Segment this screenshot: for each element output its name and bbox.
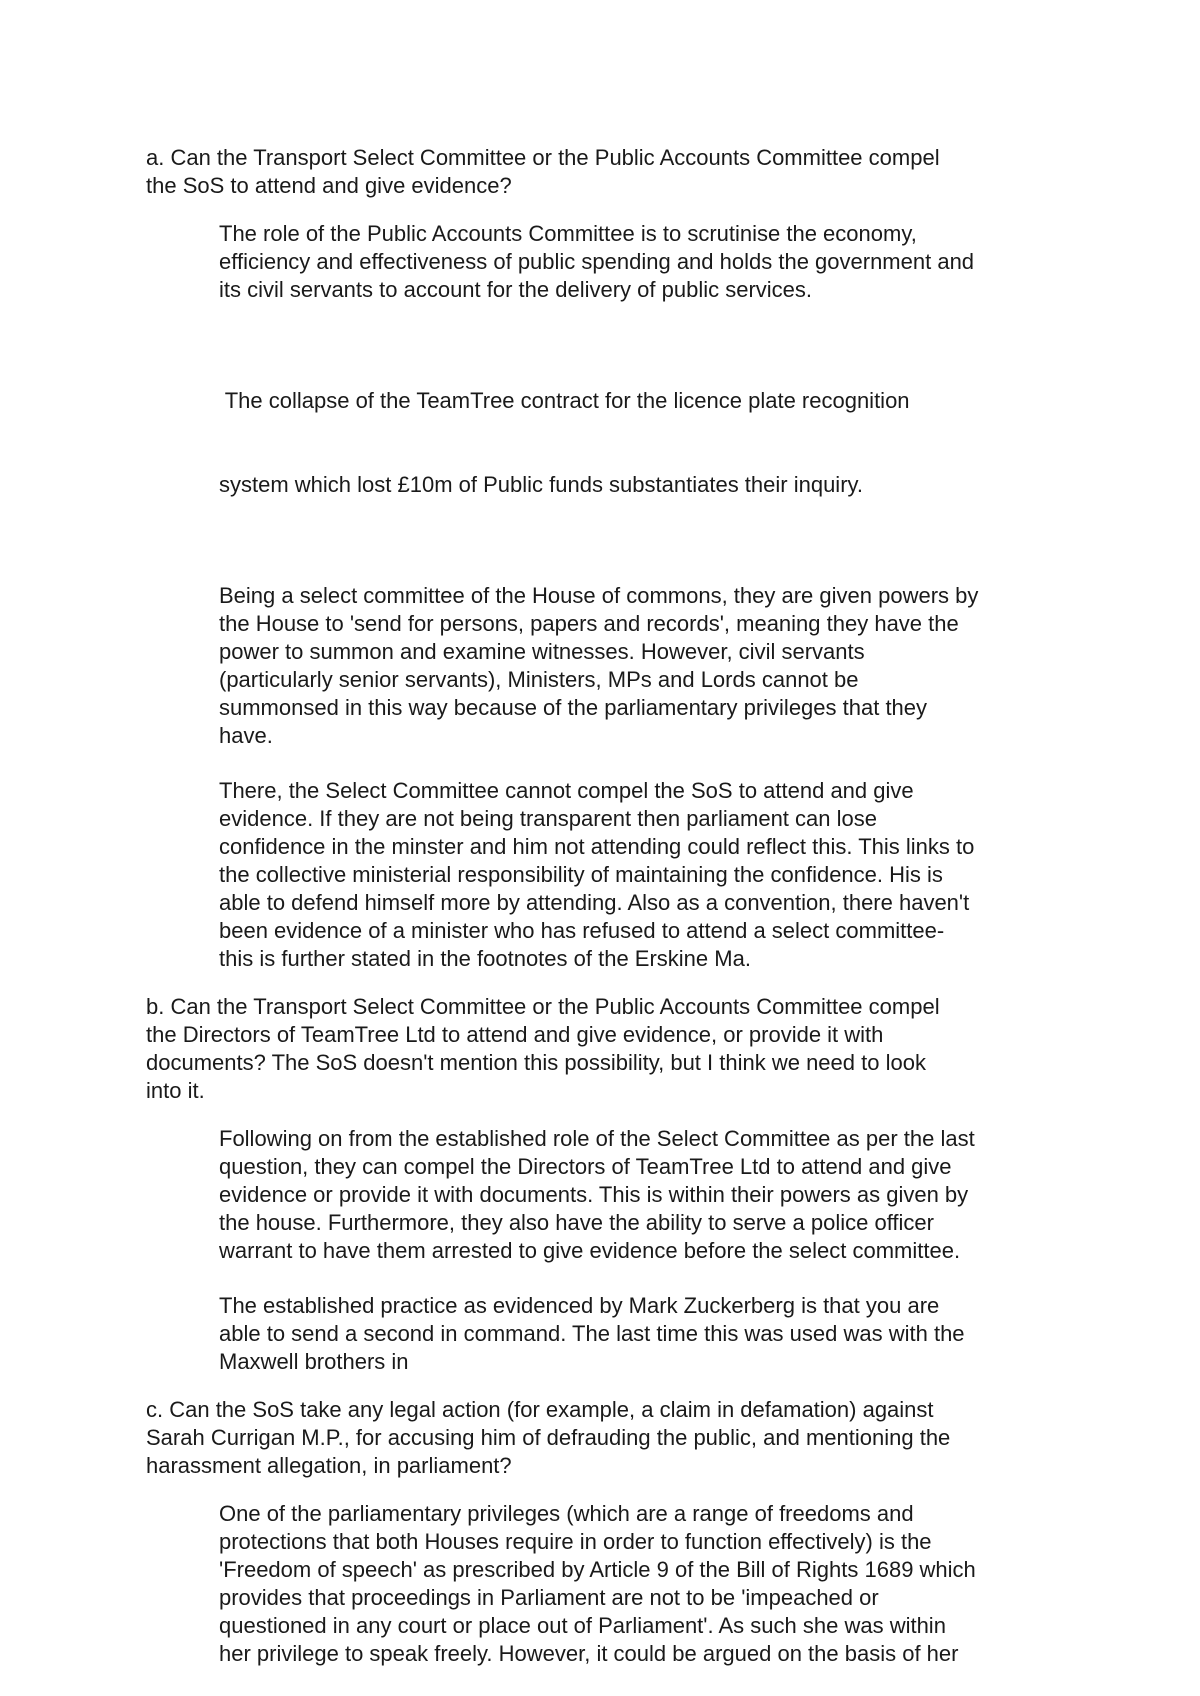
paragraph-line: There, the Select Committee cannot compel the SoS to attend and give [219,778,914,803]
answer-c-paragraph-1 [219,1500,1076,1668]
answer-a-paragraph-1 [219,220,1076,304]
paragraph-line: confidence in the minster and him not attending could reflect this. This links to [219,834,975,859]
answer-a-paragraph-4 [219,777,1076,973]
question-line: documents? The SoS doesn't mention this possibility, but I think we need to look [146,1050,926,1075]
question-line: the Directors of TeamTree Ltd to attend and give evidence, or provide it with [146,1022,884,1047]
paragraph-line: have. [219,723,273,748]
paragraph-line: (particularly senior servants), Ministers, MPs and Lords cannot be [219,667,859,692]
question-line: harassment allegation, in parliament? [146,1453,512,1478]
paragraph-line: the house. Furthermore, they also have the ability to serve a police officer [219,1210,934,1235]
question-line: the SoS to attend and give evidence? [146,173,512,198]
answer-b-paragraph-1 [219,1125,1076,1265]
paragraph-line: system which lost £10m of Public funds substantiates their inquiry. [219,472,864,497]
paragraph-line: the collective ministerial responsibility of maintaining the confidence. His is [219,862,943,887]
paragraph-line: One of the parliamentary privileges (which are a range of freedoms and [219,1501,914,1526]
paragraph-line: able to defend himself more by attending. Also as a convention, there haven't [219,890,970,915]
paragraph-line: 'Freedom of speech' as prescribed by Article 9 of the Bill of Rights 1689 which [219,1557,976,1582]
paragraph-line: The established practice as evidenced by Mark Zuckerberg is that you are [219,1293,940,1318]
paragraph-line: able to send a second in command. The last time this was used was with the [219,1321,965,1346]
answer-a-paragraph-2 [219,331,1076,555]
question-a [146,144,1076,200]
paragraph-line: its civil servants to account for the delivery of public services. [219,277,813,302]
question-line: a. Can the Transport Select Committee or the Public Accounts Committee compel [146,145,940,170]
paragraph-line: the House to 'send for persons, papers and records', meaning they have the [219,611,959,636]
question-line: Sarah Currigan M.P., for accusing him of defrauding the public, and mentioning the [146,1425,951,1450]
answer-a-paragraph-3 [219,582,1076,750]
question-c [146,1396,1076,1480]
paragraph-line: power to summon and examine witnesses. However, civil servants [219,639,865,664]
paragraph-line: her privilege to speak freely. However, it could be argued on the basis of her [219,1641,959,1666]
paragraph-line: this is further stated in the footnotes of the Erskine Ma. [219,946,751,971]
paragraph-line: The collapse of the TeamTree contract for the licence plate recognition [219,388,910,413]
paragraph-line: Following on from the established role of the Select Committee as per the last [219,1126,975,1151]
paragraph-line: efficiency and effectiveness of public spending and holds the government and [219,249,975,274]
paragraph-line: Maxwell brothers in [219,1349,409,1374]
paragraph-line: questioned in any court or place out of Parliament'. As such she was within [219,1613,946,1638]
paragraph-line: provides that proceedings in Parliament are not to be 'impeached or [219,1585,879,1610]
paragraph-line: evidence. If they are not being transparent then parliament can lose [219,806,877,831]
answer-b-paragraph-2 [219,1292,1076,1376]
paragraph-line: protections that both Houses require in order to function effectively) is the [219,1529,932,1554]
question-line: c. Can the SoS take any legal action (for example, a claim in defamation) against [146,1397,934,1422]
paragraph-line: summonsed in this way because of the parliamentary privileges that they [219,695,928,720]
paragraph-line: The role of the Public Accounts Committee is to scrutinise the economy, [219,221,917,246]
question-line: into it. [146,1078,205,1103]
paragraph-line: Being a select committee of the House of commons, they are given powers by [219,583,979,608]
paragraph-line: been evidence of a minister who has refused to attend a select committee- [219,918,945,943]
paragraph-line: warrant to have them arrested to give evidence before the select committee. [219,1238,961,1263]
document-body [146,144,1076,1668]
paragraph-line: question, they can compel the Directors of TeamTree Ltd to attend and give [219,1154,952,1179]
question-line: b. Can the Transport Select Committee or the Public Accounts Committee compel [146,994,940,1019]
question-b [146,993,1076,1105]
paragraph-line: evidence or provide it with documents. This is within their powers as given by [219,1182,969,1207]
